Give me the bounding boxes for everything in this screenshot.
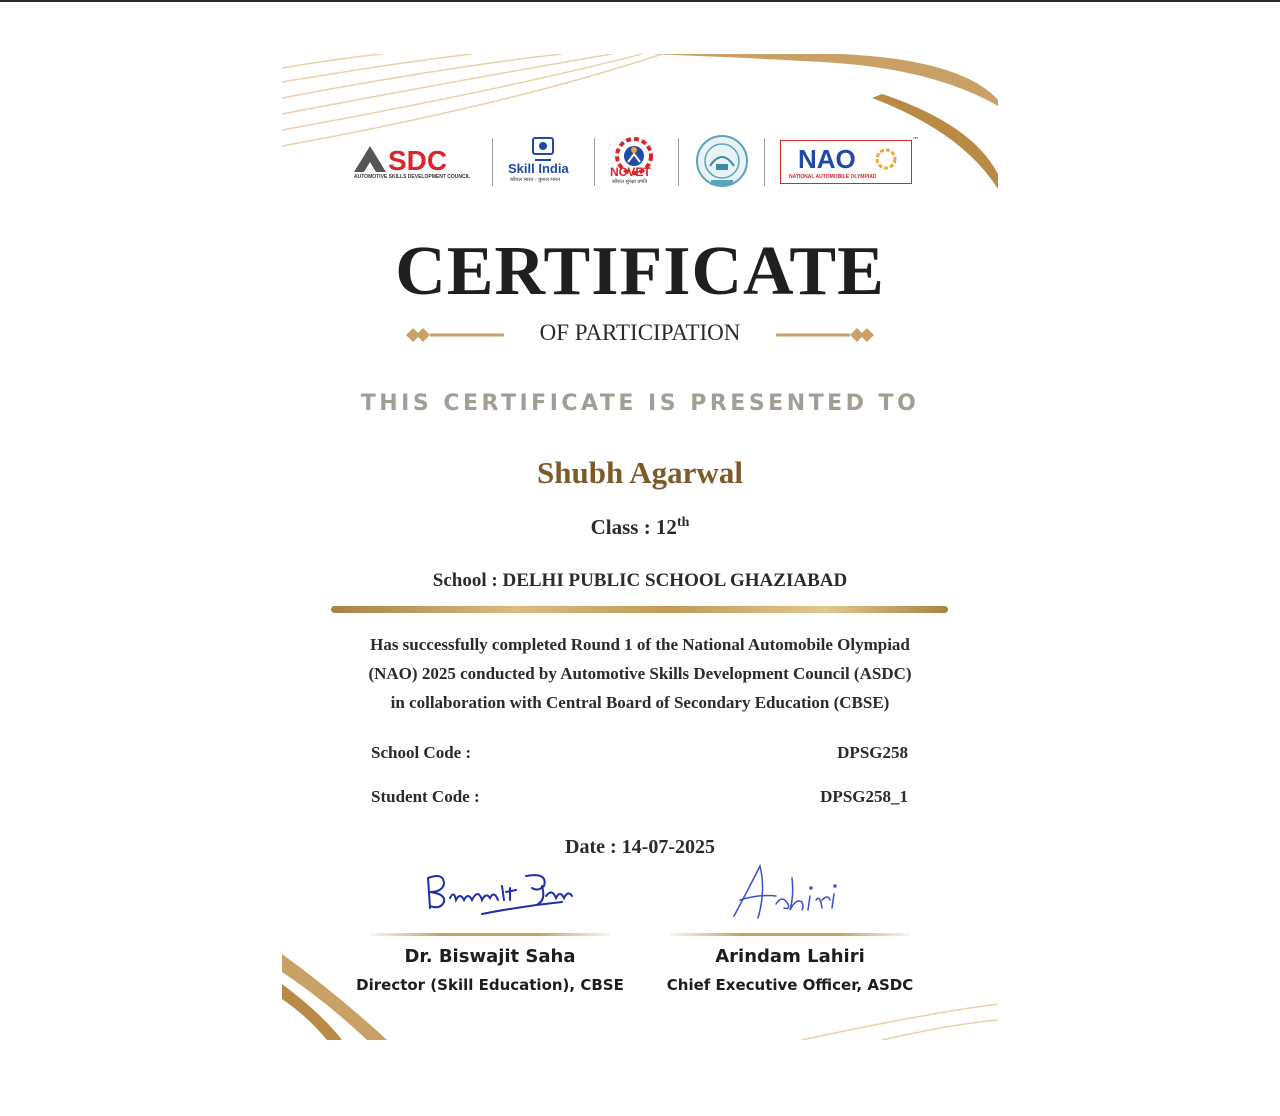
school-code-label: School Code : — [371, 743, 472, 762]
recipient-name: Shubh Agarwal — [537, 455, 743, 490]
cbse-logo — [695, 134, 749, 190]
right-diamond-ornament — [774, 324, 878, 346]
asdc-logo-mark-icon — [352, 144, 472, 174]
cbse-emblem-icon — [695, 134, 749, 190]
certificate-title: CERTIFICATE — [395, 233, 885, 310]
class-line — [282, 515, 998, 540]
signature-rule-right — [670, 933, 910, 936]
ncvet-logo — [608, 136, 660, 188]
nao-trademark: ™ — [912, 136, 919, 144]
signature-alahiri — [730, 860, 850, 922]
gold-divider — [331, 606, 948, 613]
skill-india-mark: Skill India — [508, 161, 569, 176]
ncvet-caption: कौशल सुरक्षा प्रगति — [612, 179, 648, 185]
certificate-subtitle: OF PARTICIPATION — [539, 320, 741, 345]
class-label: Class : 12 — [590, 515, 677, 539]
description-line: (NAO) 2025 conducted by Automotive Skills Development Council (ASDC) — [368, 664, 912, 683]
description-line: Has successfully completed Round 1 of the National Automobile Olympiad — [370, 635, 910, 654]
skill-india-logo — [508, 136, 578, 188]
logo-divider — [492, 138, 493, 186]
skill-india-caption: कौशल भारत - कुशल भारत — [510, 177, 561, 183]
nao-wordmark-icon — [794, 144, 904, 174]
student-code-label: Student Code : — [371, 787, 480, 806]
asdc-logo — [352, 144, 472, 184]
certificate — [282, 54, 998, 1040]
nao-logo — [780, 136, 920, 186]
logo-divider — [594, 138, 595, 186]
signature-biswajit-saha — [422, 866, 582, 926]
signatory-name: Arindam Lahiri — [715, 946, 865, 967]
school-line: School : DELHI PUBLIC SCHOOL GHAZIABAD — [432, 570, 848, 591]
logo-divider — [678, 138, 679, 186]
ncvet-mark: NCVET — [610, 165, 651, 179]
gold-swoosh-decoration — [282, 54, 998, 1040]
school-code-value: DPSG258 — [837, 743, 908, 762]
signature-rule-left — [370, 933, 610, 936]
description-line: in collaboration with Central Board of Secondary Education (CBSE) — [390, 693, 890, 712]
class-suffix: th — [676, 515, 690, 530]
student-code-value: DPSG258_1 — [820, 787, 908, 806]
signatory-title: Chief Executive Officer, ASDC — [666, 976, 914, 994]
description — [282, 630, 998, 717]
asdc-caption: AUTOMOTIVE SKILLS DEVELOPMENT COUNCIL — [354, 174, 471, 180]
nao-caption: NATIONAL AUTOMOBILE OLYMPIAD — [789, 174, 877, 180]
svg-text:SDC: SDC — [388, 145, 448, 174]
skill-india-emblem-icon — [531, 136, 555, 162]
signatory-title: Director (Skill Education), CBSE — [356, 976, 624, 994]
signatory-name: Dr. Biswajit Saha — [404, 946, 576, 967]
svg-text:NAO: NAO — [798, 144, 856, 174]
top-border-line — [0, 0, 1280, 2]
date-line: Date : 14-07-2025 — [565, 836, 715, 858]
presented-to-heading: THIS CERTIFICATE IS PRESENTED TO — [360, 391, 920, 416]
logo-divider — [764, 138, 765, 186]
